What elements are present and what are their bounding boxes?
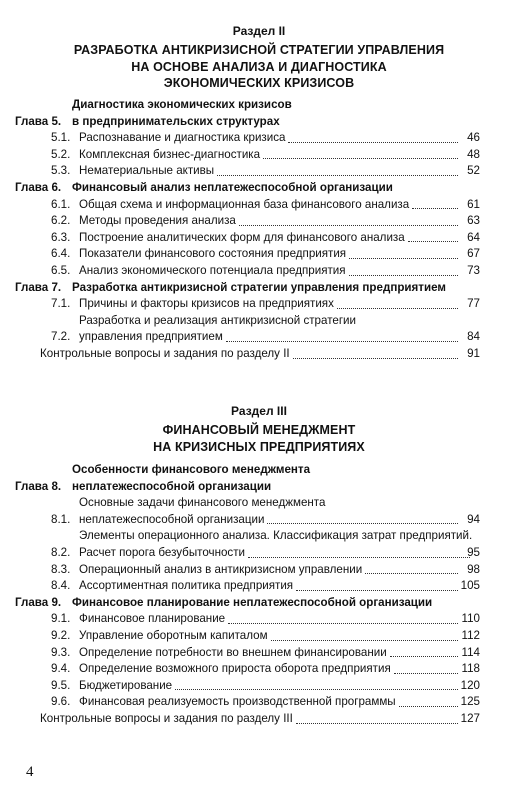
toc-entry-title: Управление оборотным капиталом <box>79 628 268 642</box>
section-3-title <box>40 422 478 455</box>
toc-page-number: 48 <box>467 147 480 161</box>
toc-entry[interactable] <box>0 263 518 280</box>
toc-entry-number: 6.4. <box>51 247 71 261</box>
toc-entry-number: 9.5. <box>51 678 71 692</box>
toc-entry-number: 9.2. <box>51 628 71 642</box>
toc-entry[interactable] <box>0 197 518 214</box>
dot-leader <box>267 523 458 524</box>
toc-entry-title: Показатели финансового состояния предприятия <box>79 247 347 261</box>
toc-entry-title: Определение возможного прироста оборота предприятия <box>79 662 391 676</box>
toc-entry-title: Распознавание и диагностика кризиса <box>79 131 286 145</box>
toc-entry[interactable] <box>0 213 518 230</box>
toc-chapter-heading[interactable] <box>0 180 518 197</box>
toc-page-number: 95 <box>467 545 480 559</box>
toc-entry[interactable] <box>0 562 518 579</box>
dot-leader <box>296 590 458 591</box>
toc-entry-number: Глава 7. <box>15 280 62 294</box>
toc-entry[interactable] <box>0 313 518 346</box>
dot-leader <box>271 640 458 641</box>
section-3-title-line: ФИНАНСОВЫЙ МЕНЕДЖМЕНТ <box>162 423 356 437</box>
toc-entry[interactable] <box>0 611 518 628</box>
toc-entry-number: 5.1. <box>51 131 71 145</box>
toc-entry-title: Особенности финансового менеджмента <box>72 463 311 476</box>
toc-entry[interactable] <box>0 678 518 695</box>
toc-entry-number: 6.5. <box>51 263 71 277</box>
toc-entry-number: 8.2. <box>51 545 71 559</box>
section-2-entries <box>0 97 518 363</box>
toc-page-number: 84 <box>467 330 480 344</box>
toc-entry-title: Контрольные вопросы и задания по разделу II <box>40 346 290 360</box>
dot-leader <box>217 175 458 176</box>
toc-entry-number: 5.3. <box>51 164 71 178</box>
toc-entry-title: Диагностика экономических кризисов <box>72 98 292 111</box>
section-2-title <box>40 42 478 92</box>
toc-entry-number: 9.1. <box>51 612 71 626</box>
toc-chapter-heading[interactable] <box>0 97 518 130</box>
toc-chapter-heading[interactable] <box>0 280 518 297</box>
toc-entry[interactable] <box>0 528 518 561</box>
toc-entry-title: Нематериальные активы <box>79 164 215 178</box>
toc-entry-title: Причины и факторы кризисов на предприятиях <box>79 297 334 311</box>
toc-page-number: 94 <box>467 512 480 526</box>
dot-leader <box>288 142 458 143</box>
toc-entry-number: 7.1. <box>51 297 71 311</box>
dot-leader <box>296 723 458 724</box>
dot-leader <box>349 275 458 276</box>
toc-page-number: 63 <box>467 214 480 228</box>
page-number: 4 <box>26 764 34 780</box>
toc-entry-number: 6.2. <box>51 214 71 228</box>
toc-entry-title: Основные задачи финансового менеджмента <box>79 496 326 510</box>
dot-leader <box>263 158 458 159</box>
toc-entry-number: 9.4. <box>51 662 71 676</box>
toc-page-number: 110 <box>461 612 480 626</box>
toc-page-number: 112 <box>461 628 480 642</box>
dot-leader <box>239 225 458 226</box>
toc-entry[interactable] <box>0 661 518 678</box>
toc-entry-title: Бюджетирование <box>79 678 173 692</box>
toc-entry-title: Финансовая реализуемость производственной программы <box>79 695 396 709</box>
toc-page-number: 120 <box>460 678 480 692</box>
toc-entry[interactable] <box>0 628 518 645</box>
toc-entry-number: 9.3. <box>51 645 71 659</box>
dot-leader <box>228 623 458 624</box>
toc-entry-title: Финансовый анализ неплатежеспособной организации <box>72 180 393 194</box>
toc-entry-title: Финансовое планирование <box>79 612 226 626</box>
toc-entry-title: Контрольные вопросы и задания по разделу III <box>40 711 293 725</box>
dot-leader <box>248 557 470 558</box>
toc-page-number: 127 <box>460 711 480 725</box>
toc-page-number: 118 <box>461 662 480 676</box>
toc-entry[interactable] <box>0 130 518 147</box>
toc-entry-title: Общая схема и информационная база финансового анализа <box>79 197 410 211</box>
toc-entry[interactable] <box>0 296 518 313</box>
toc-review-entry[interactable] <box>0 711 518 728</box>
toc-page-number: 91 <box>467 346 480 360</box>
toc-page-number: 98 <box>467 562 480 576</box>
toc-entry-title: Операционный анализ в антикризисном управлении <box>79 562 363 576</box>
toc-entry-title: Методы проведения анализа <box>79 214 236 228</box>
toc-entry-number: Глава 5. <box>15 114 62 128</box>
section-2-title-line: ЭКОНОМИЧЕСКИХ КРИЗИСОВ <box>163 76 355 90</box>
section-2-title-line: НА ОСНОВЕ АНАЛИЗА И ДИАГНОСТИКА <box>131 59 387 74</box>
toc-entry-title: управления предприятием <box>79 330 223 344</box>
dot-leader <box>390 656 458 657</box>
toc-page-number: 105 <box>460 579 480 593</box>
section-2-label: Раздел II <box>232 24 286 38</box>
toc-entry-title: неплатежеспособной организации <box>72 479 272 493</box>
dot-leader <box>412 208 458 209</box>
toc-chapter-heading[interactable] <box>0 595 518 612</box>
dot-leader <box>394 673 458 674</box>
toc-entry[interactable] <box>0 230 518 247</box>
toc-page-number: 46 <box>467 131 480 145</box>
toc-entry[interactable] <box>0 495 518 528</box>
toc-page-number: 67 <box>467 247 480 261</box>
dot-leader <box>365 573 458 574</box>
toc-entry-title: Анализ экономического потенциала предприятия <box>79 263 346 277</box>
toc-entry-number: Глава 9. <box>15 595 62 609</box>
toc-chapter-heading[interactable] <box>0 462 518 495</box>
toc-entry-title: неплатежеспособной организации <box>79 512 265 526</box>
toc-entry[interactable] <box>0 163 518 180</box>
toc-page-number: 114 <box>461 645 480 659</box>
toc-entry-title: Ассортиментная политика предприятия <box>79 579 294 593</box>
toc-entry-number: 5.2. <box>51 147 71 161</box>
dot-leader <box>337 308 458 309</box>
dot-leader <box>408 241 458 242</box>
toc-entry-number: 8.3. <box>51 562 71 576</box>
toc-entry-number: 6.1. <box>51 197 71 211</box>
toc-entry-number: Глава 6. <box>15 180 62 194</box>
section-2-title-line: РАЗРАБОТКА АНТИКРИЗИСНОЙ СТРАТЕГИИ УПРАВЛЕНИЯ <box>73 43 445 57</box>
toc-entry-number: 8.1. <box>51 512 71 526</box>
toc-entry-number: Глава 8. <box>15 479 62 493</box>
toc-page-number: 125 <box>460 695 480 709</box>
toc-page-number: 61 <box>467 197 480 211</box>
toc-entry-title: Элементы операционного анализа. Классификация затрат предприятий. <box>79 529 473 543</box>
toc-entry[interactable] <box>0 645 518 662</box>
toc-page-number: 77 <box>467 297 480 311</box>
toc-entry[interactable] <box>0 578 518 595</box>
toc-page-number: 64 <box>467 230 480 244</box>
toc-page-number: 52 <box>467 164 480 178</box>
toc-entry-title: Разработка и реализация антикризисной стратегии <box>79 313 357 327</box>
toc-entry-number: 9.6. <box>51 695 71 709</box>
dot-leader <box>175 689 458 690</box>
toc-entry-title: Расчет порога безубыточности <box>79 545 245 559</box>
toc-entry[interactable] <box>0 246 518 263</box>
toc-entry-title: в предпринимательских структурах <box>72 114 280 128</box>
toc-entry-number: 8.4. <box>51 579 71 593</box>
toc-page-number: 73 <box>467 263 480 277</box>
toc-entry-title: Построение аналитических форм для финансового анализа <box>79 230 405 244</box>
section-3-title-line: НА КРИЗИСНЫХ ПРЕДПРИЯТИЯХ <box>153 439 365 454</box>
section-3-entries <box>0 462 518 728</box>
dot-leader <box>226 341 458 342</box>
toc-entry-title: Разработка антикризисной стратегии управления предприятием <box>72 280 446 294</box>
section-3-label: Раздел III <box>231 404 287 418</box>
toc-entry[interactable] <box>0 694 518 711</box>
dot-leader <box>293 358 458 359</box>
toc-entry-title: Определение потребности во внешнем финансировании <box>79 645 387 659</box>
dot-leader <box>399 706 458 707</box>
toc-entry-title: Финансовое планирование неплатежеспособной организации <box>72 595 433 609</box>
toc-entry-number: 6.3. <box>51 230 71 244</box>
dot-leader <box>349 258 458 259</box>
toc-review-entry[interactable] <box>0 346 518 363</box>
toc-entry-title: Комплексная бизнес-диагностика <box>79 147 261 161</box>
toc-entry[interactable] <box>0 147 518 164</box>
toc-entry-number: 7.2. <box>51 330 71 344</box>
